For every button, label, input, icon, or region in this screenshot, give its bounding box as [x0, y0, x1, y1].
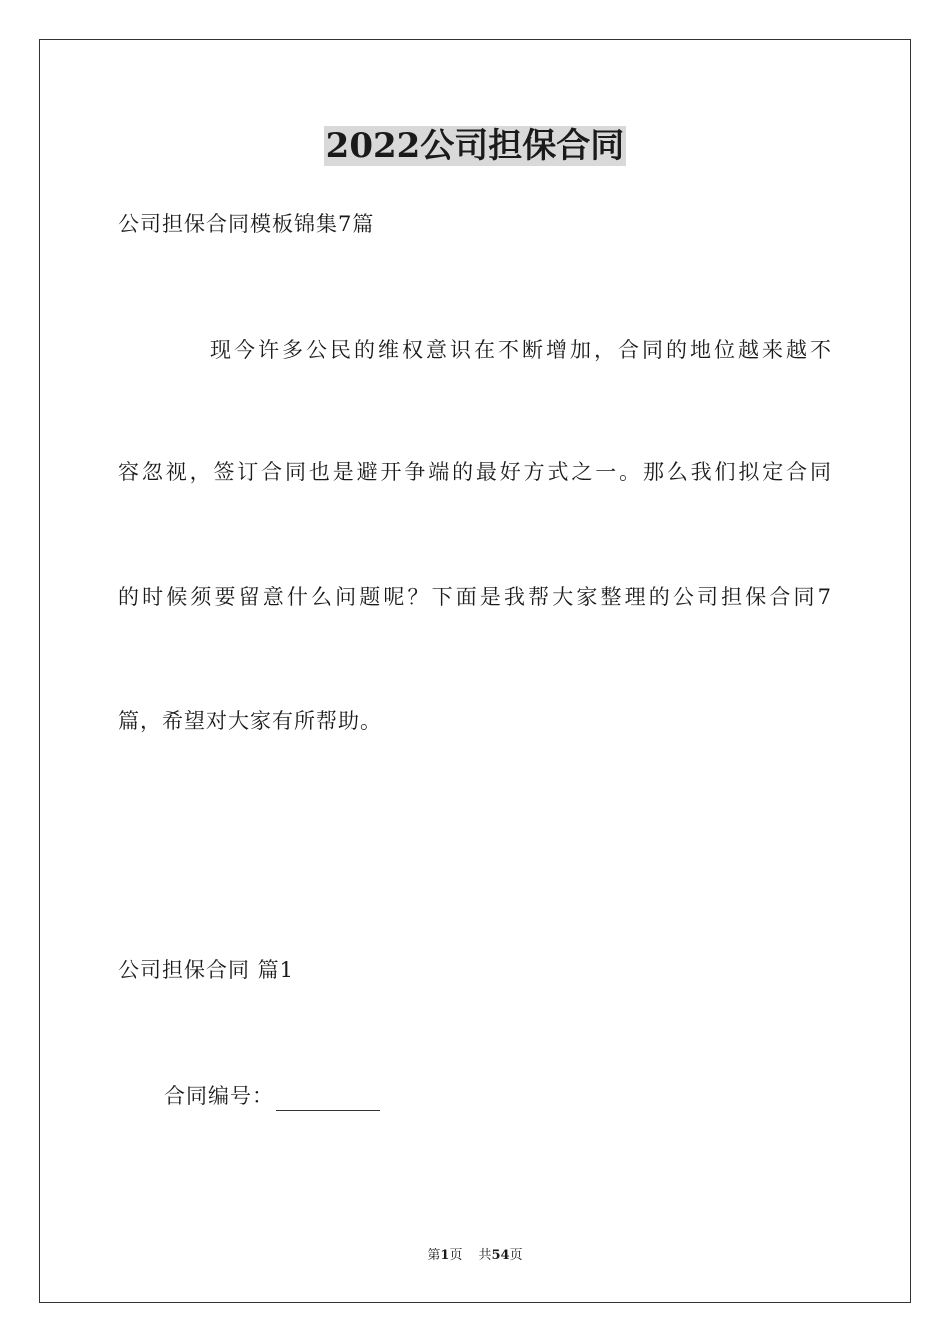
footer-page-prefix: 第: [427, 1248, 441, 1263]
intro-line-4: 篇，希望对大家有所帮助。: [118, 709, 382, 733]
intro-line-1: 现今许多公民的维权意识在不断增加，合同的地位越来越不: [210, 338, 832, 362]
footer-page-suffix: 页: [449, 1248, 463, 1263]
intro-line-3: 的时候须要留意什么问题呢？下面是我帮大家整理的公司担保合同7: [118, 585, 832, 609]
contract-number-row: [164, 1081, 380, 1111]
contract-number-label: 合同编号：: [164, 1084, 274, 1108]
footer-total-prefix: 共: [478, 1248, 492, 1263]
document-subtitle: 公司担保合同模板锦集7篇: [118, 212, 375, 236]
page-footer: [0, 1246, 950, 1266]
document-title: [0, 124, 950, 168]
footer-total-pages: 54: [491, 1248, 510, 1263]
intro-line-2: 容忽视，签订合同也是避开争端的最好方式之一。那么我们拟定合同: [118, 460, 832, 484]
document-title-text: 2022公司担保合同: [325, 126, 625, 166]
section-heading: 公司担保合同 篇1: [118, 958, 295, 982]
contract-number-blank: [276, 1088, 380, 1111]
footer-total-suffix: 页: [509, 1248, 523, 1263]
footer-page-number: 1: [440, 1248, 450, 1263]
